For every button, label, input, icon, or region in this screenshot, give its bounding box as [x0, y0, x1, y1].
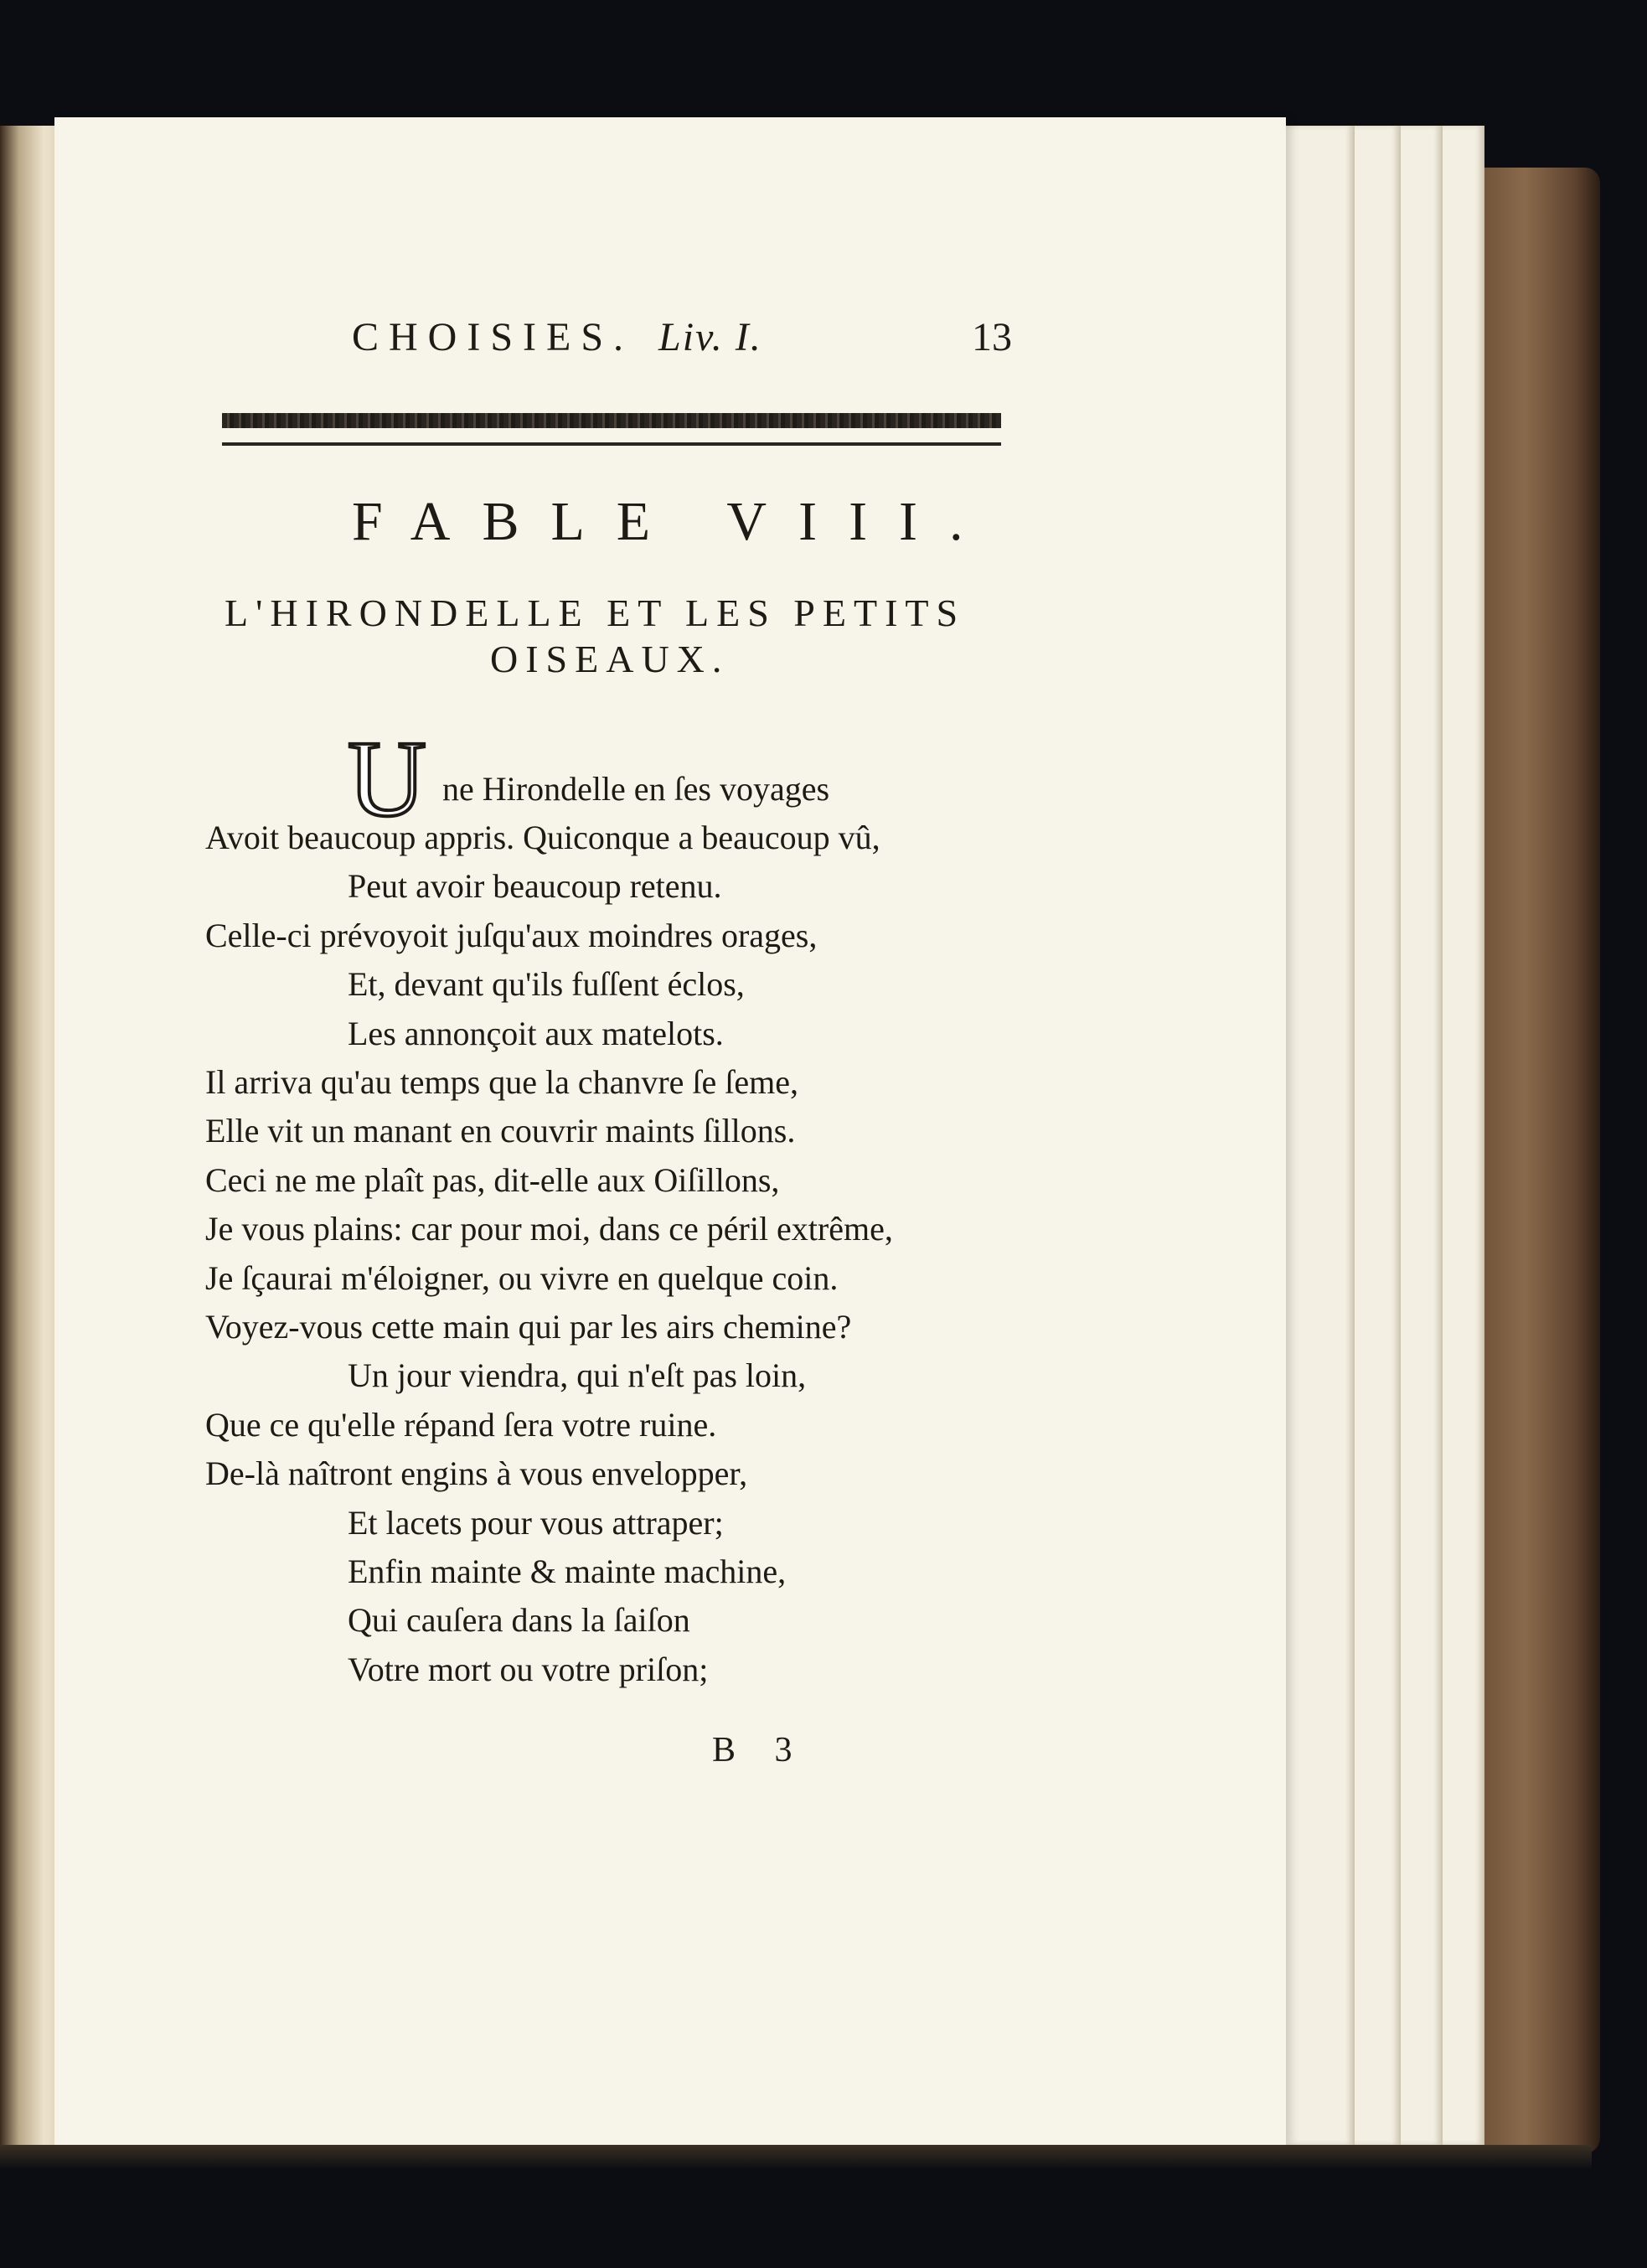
verse-line: Que ce qu'elle répand ſera votre ruine. — [205, 1406, 717, 1444]
verse-line: Celle-ci prévoyoit juſqu'aux moindres orages, — [205, 917, 818, 954]
verse-line: Je ſçaurai m'éloigner, ou vivre en quelque coin. — [205, 1259, 839, 1297]
running-title: CHOISIES. — [352, 315, 634, 359]
page-number: 13 — [972, 315, 1012, 359]
fable-title: FABLE VIII. — [352, 491, 995, 552]
verse-line: Ceci ne me plaît pas, dit-elle aux Oiſillons, — [205, 1161, 780, 1199]
verse-line: Qui cauſera dans la ſaiſon — [348, 1601, 690, 1639]
verse-line: Elle vit un manant en couvrir maints ſillons. — [205, 1112, 796, 1149]
verse-line: Les annonçoit aux matelots. — [348, 1015, 724, 1052]
verse-line: Enfin mainte & mainte machine, — [348, 1552, 787, 1590]
fable-subtitle-line2: OISEAUX. — [490, 638, 730, 680]
verse-line: De-là naîtront engins à vous envelopper, — [205, 1454, 748, 1492]
drop-cap: U — [348, 719, 426, 840]
bottom-shadow — [0, 2145, 1592, 2170]
book-number: Liv. I. — [658, 315, 762, 359]
running-head — [352, 314, 1022, 364]
verse-line: Et, devant qu'ils fuſſent éclos, — [348, 965, 745, 1003]
verse-line: Un jour viendra, qui n'eſt pas loin, — [348, 1356, 807, 1394]
verse-line: Il arriva qu'au temps que la chanvre ſe ſeme, — [205, 1063, 799, 1101]
verse-line: Peut avoir beaucoup retenu. — [348, 867, 722, 905]
verse-line: Je vous plains: car pour moi, dans ce péril extrême, — [205, 1210, 893, 1248]
book-cover-edge — [1474, 168, 1600, 2153]
fable-subtitle-line1: L'HIRONDELLE ET LES PETITS — [225, 592, 966, 634]
verse-line: Et lacets pour vous attraper; — [348, 1504, 724, 1542]
verse-line: Votre mort ou votre priſon; — [348, 1651, 709, 1688]
signature-mark: B 3 — [712, 1731, 808, 1769]
verse-line: Voyez-vous cette main qui par les airs chemine? — [205, 1308, 852, 1346]
book-left-page-edge — [0, 126, 63, 2153]
ornamental-rule — [222, 413, 1001, 428]
thin-rule — [222, 442, 1001, 446]
verse-line: ne Hirondelle en ſes voyages — [442, 770, 830, 808]
verse-line: Avoit beaucoup appris. Quiconque a beaucoup vû, — [205, 819, 880, 856]
